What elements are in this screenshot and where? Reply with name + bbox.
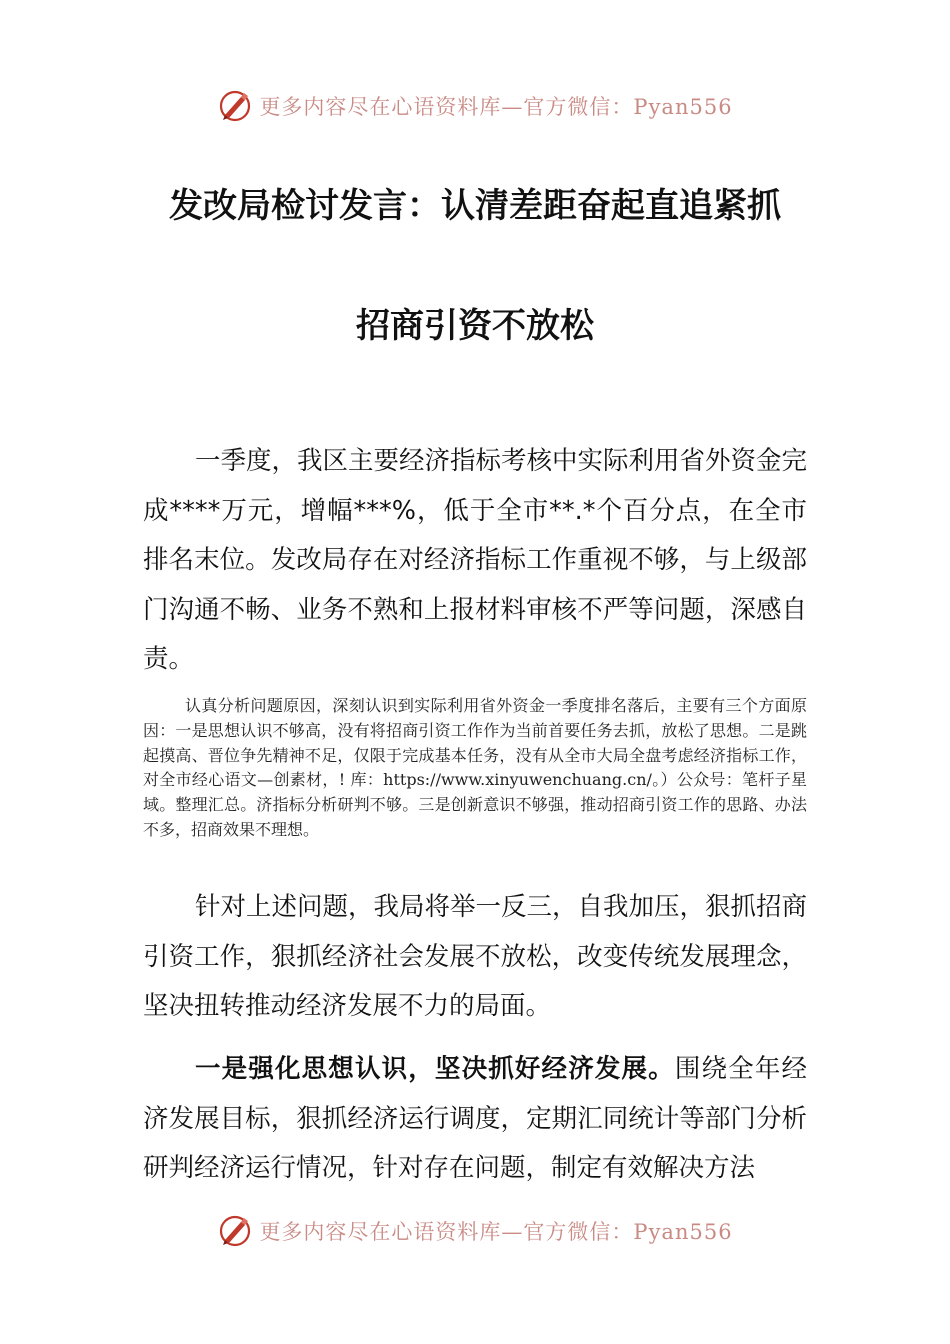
footer-banner	[0, 1211, 950, 1251]
page-title-line-2: 招商引资不放松	[356, 306, 594, 346]
header-banner	[0, 86, 950, 126]
paragraph-3: 针对上述问题，我局将举一反三，自我加压，狠抓招商引资工作，狠抓经济社会发展不放松，改变传统发展理念，坚决扭转推动经济发展不力的局面。	[143, 892, 808, 1021]
footer-banner-text: 更多内容尽在心语资料库—官方微信：Pyan556	[259, 1220, 733, 1244]
pen-logo-icon	[217, 88, 253, 124]
page-title-line-1: 发改局检讨发言：认清差距奋起直追紧抓	[169, 186, 781, 226]
paragraph-2-small: 认真分析问题原因，深刻认识到实际利用省外资金一季度排名落后，主要有三个方面原因：一是思想认识不够高，没有将招商引资工作作为当前首要任务去抓，放松了思想。二是跳起摸高、晋位争先精神不足，仅限于完成基本任务，没有从全市大局全盘考虑经济指标工作，对全市经心语文—创素材，! 库：https://www.xinyuwenchuang.cn/。）公众号：笔杆子星域。整理汇总。济指标分析研判不够。三是创新意识不够强，推动招商引资工作的思路、办法不多，招商效果不理想。	[143, 696, 807, 839]
paragraph-4-body: 围绕全年经济发展目标，狠抓经济运行调度，定期汇同统计等部门分析研判经济运行情况，针对存在问题，制定有效解决方法	[143, 1054, 807, 1183]
pen-logo-icon	[217, 1213, 253, 1249]
paragraph-4-lead: 一是强化思想认识，坚决抓好经济发展。	[195, 1054, 675, 1084]
paragraph-4	[143, 1045, 807, 1194]
paragraph-1: 一季度，我区主要经济指标考核中实际利用省外资金完成****万元，增幅***%，低于全市**.*个百分点，在全市排名末位。发改局存在对经济指标工作重视不够，与上级部门沟通不畅、业务不熟和上报材料审核不严等问题，深感自责。	[143, 446, 808, 674]
header-banner-text: 更多内容尽在心语资料库—官方微信：Pyan556	[259, 95, 733, 119]
